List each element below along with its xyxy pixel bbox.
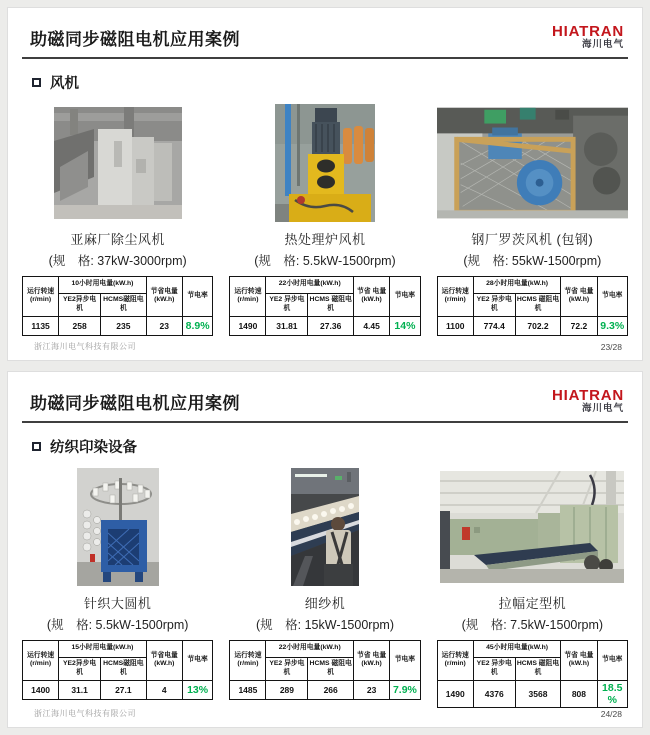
header-run-speed: 运行转速 (r/min) (23, 640, 59, 680)
header-saved: 节省 电量 (kW.h) (561, 276, 597, 316)
slide-title: 助磁同步磁阻电机应用案例 (30, 393, 240, 413)
header-hcms: HCMS 磁阻电机 (515, 657, 561, 680)
square-bullet-icon (32, 78, 41, 87)
photo-box (229, 466, 420, 588)
value-saved: 72.2 (561, 316, 597, 335)
header-run-speed: 运行转速 (r/min) (230, 640, 266, 680)
header-hcms: HCMS磁阻电机 (101, 657, 147, 680)
value-speed: 1490 (437, 680, 473, 707)
case-spec: (规 格: 15kW-1500rpm) (255, 617, 394, 632)
footer-page-number: 24/28 (600, 708, 622, 719)
case-caption: 细纱机 (304, 595, 346, 611)
energy-saving-table (229, 276, 420, 336)
header-rate: 节电率 (390, 640, 420, 680)
logo-subtitle-text: 海川电气 (581, 38, 624, 50)
slide-header (22, 20, 628, 59)
header-rate: 节电率 (182, 276, 212, 316)
value-speed: 1135 (23, 316, 59, 335)
footer-company: 浙江海川电气科技有限公司 (34, 709, 136, 718)
photo-spinning-frame (291, 468, 359, 586)
header-usage: 15小时用电量(kW.h) (59, 640, 147, 657)
photo-box (229, 102, 420, 224)
header-hcms: HCMS 磁阻电机 (515, 293, 561, 316)
header-usage: 22小时用电量(kW.h) (266, 276, 354, 293)
slide-footer (22, 341, 628, 355)
section-heading (32, 72, 628, 93)
value-rate: 13% (182, 680, 212, 699)
photo-flax-plant-dust-removal-fan (54, 107, 182, 219)
value-ye2: 289 (266, 680, 308, 699)
case-column (437, 102, 628, 336)
value-ye2: 258 (59, 316, 101, 335)
value-speed: 1400 (23, 680, 59, 699)
value-speed: 1490 (230, 316, 266, 335)
case-caption: 拉幅定型机 (498, 595, 567, 611)
section-label: 纺织印染设备 (50, 439, 137, 456)
header-usage: 28小时用电量(kW.h) (473, 276, 561, 293)
hiatran-logo (552, 24, 624, 50)
header-saved: 节省电量 (kW.h) (146, 640, 182, 680)
value-ye2: 31.1 (59, 680, 101, 699)
energy-saving-table (22, 276, 213, 336)
header-ye2: YE2 异步电机 (266, 293, 308, 316)
case-column (22, 102, 213, 336)
slide-header (22, 384, 628, 423)
photo-stenter-setting-machine (440, 471, 624, 583)
case-column (229, 466, 420, 708)
header-rate: 节电率 (597, 640, 627, 680)
photo-steel-plant-roots-blower (437, 107, 628, 219)
case-caption: 亚麻厂除尘风机 (70, 231, 165, 247)
header-saved: 节省 电量 (kW.h) (354, 640, 390, 680)
value-speed: 1485 (230, 680, 266, 699)
value-hcms: 266 (308, 680, 354, 699)
footer-company: 浙江海川电气科技有限公司 (34, 342, 136, 351)
case-caption: 针织大圆机 (83, 595, 152, 611)
header-usage: 22小时用电量(kW.h) (266, 640, 354, 657)
header-rate: 节电率 (390, 276, 420, 316)
slide-footer (22, 708, 628, 722)
energy-saving-table (437, 640, 628, 708)
header-hcms: HCMS磁阻电机 (101, 293, 147, 316)
header-run-speed: 运行转速 (r/min) (437, 276, 473, 316)
header-saved: 节省电量 (kW.h) (146, 276, 182, 316)
value-speed: 1100 (437, 316, 473, 335)
value-hcms: 702.2 (515, 316, 561, 335)
logo-brand-text: HIATRAN (552, 23, 624, 40)
case-column (22, 466, 213, 708)
square-bullet-icon (32, 442, 41, 451)
header-rate: 节电率 (597, 276, 627, 316)
header-usage: 45小时用电量(kW.h) (473, 640, 561, 657)
header-ye2: YE2 异步电机 (473, 293, 515, 316)
value-saved: 808 (561, 680, 597, 707)
hiatran-logo (552, 388, 624, 414)
value-saved: 23 (146, 316, 182, 335)
value-saved: 23 (354, 680, 390, 699)
value-rate: 7.9% (390, 680, 420, 699)
case-spec: (规 格: 7.5kW-1500rpm) (461, 617, 604, 632)
slide-page-24 (7, 371, 643, 728)
header-ye2: YE2 异步电机 (473, 657, 515, 680)
value-saved: 4.45 (354, 316, 390, 335)
energy-saving-table (229, 640, 420, 700)
value-ye2: 4376 (473, 680, 515, 707)
header-usage: 10小时用电量(kW.h) (59, 276, 147, 293)
section-heading (32, 436, 628, 457)
case-spec: (规 格: 5.5kW-1500rpm) (46, 617, 189, 632)
header-saved: 节省 电量 (kW.h) (561, 640, 597, 680)
value-saved: 4 (146, 680, 182, 699)
photo-box (437, 466, 628, 588)
header-saved: 节省 电量 (kW.h) (354, 276, 390, 316)
header-ye2: YE2 异步电机 (266, 657, 308, 680)
photo-box (22, 102, 213, 224)
logo-subtitle-text: 海川电气 (581, 402, 624, 414)
case-caption: 热处理炉风机 (284, 231, 366, 247)
energy-saving-table (22, 640, 213, 700)
header-ye2: YE2异步电机 (59, 293, 101, 316)
photo-circular-knitting-machine (77, 468, 159, 586)
case-row (22, 102, 628, 336)
case-spec: (规 格: 5.5kW-1500rpm) (254, 253, 396, 268)
value-rate: 18.5% (597, 680, 627, 707)
header-ye2: YE2异步电机 (59, 657, 101, 680)
case-spec: (规 格: 37kW-3000rpm) (48, 253, 187, 268)
value-rate: 14% (390, 316, 420, 335)
header-rate: 节电率 (182, 640, 212, 680)
header-run-speed: 运行转速 (r/min) (437, 640, 473, 680)
header-run-speed: 运行转速 (r/min) (23, 276, 59, 316)
value-rate: 9.3% (597, 316, 627, 335)
photo-box (437, 102, 628, 224)
header-run-speed: 运行转速 (r/min) (230, 276, 266, 316)
slide-title: 助磁同步磁阻电机应用案例 (30, 29, 240, 49)
case-spec: (规 格: 55kW-1500rpm) (463, 253, 602, 268)
case-column (229, 102, 420, 336)
value-hcms: 27.36 (308, 316, 354, 335)
header-hcms: HCMS 磁阻电机 (308, 293, 354, 316)
value-hcms: 3568 (515, 680, 561, 707)
header-hcms: HCMS 磁阻电机 (308, 657, 354, 680)
case-caption: 钢厂罗茨风机 (包钢) (471, 231, 594, 247)
value-hcms: 235 (101, 316, 147, 335)
value-hcms: 27.1 (101, 680, 147, 699)
value-ye2: 774.4 (473, 316, 515, 335)
case-row (22, 466, 628, 708)
photo-heat-treatment-furnace-fan (275, 104, 375, 222)
section-label: 风机 (50, 75, 79, 92)
value-rate: 8.9% (182, 316, 212, 335)
footer-page-number: 23/28 (600, 341, 622, 352)
value-ye2: 31.81 (266, 316, 308, 335)
case-column (437, 466, 628, 708)
energy-saving-table (437, 276, 628, 336)
slide-page-23 (7, 7, 643, 361)
photo-box (22, 466, 213, 588)
logo-brand-text: HIATRAN (552, 387, 624, 404)
